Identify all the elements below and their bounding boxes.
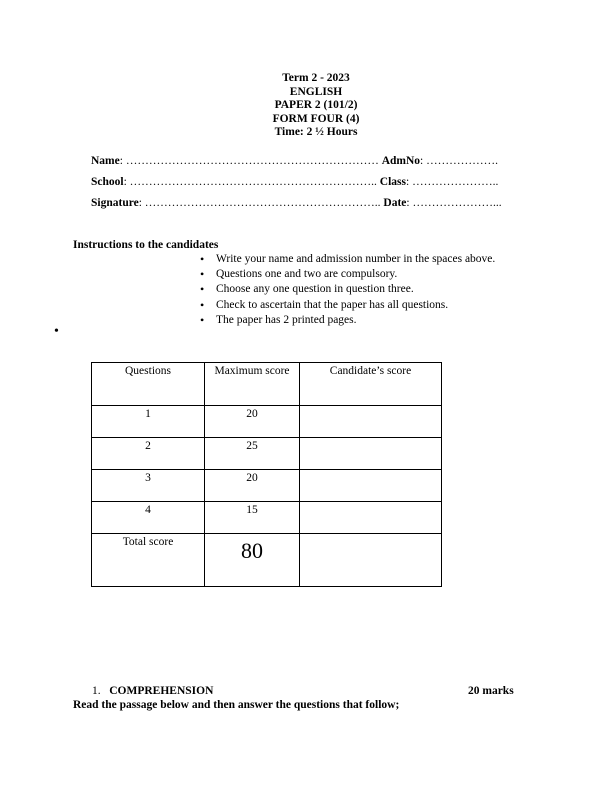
name-field[interactable]: : …………………………………………………………	[119, 155, 379, 167]
time-line: Time: 2 ½ Hours	[274, 126, 358, 139]
total-row	[92, 534, 442, 587]
section-number: 1.	[92, 685, 101, 697]
exam-header	[0, 72, 612, 140]
date-label: Date	[383, 197, 407, 209]
question-number: 3	[92, 470, 205, 502]
question-number: 1	[92, 406, 205, 438]
stray-bullet: •	[54, 324, 59, 339]
name-label: Name	[91, 155, 120, 167]
instruction-item: • Choose any one question in question three.	[200, 282, 495, 297]
signature-field[interactable]: : ……………………………………………………..	[138, 197, 381, 209]
max-score: 15	[205, 502, 300, 534]
school-label: School	[91, 176, 124, 188]
adm-label: AdmNo	[381, 155, 421, 167]
form-line: FORM FOUR (4)	[272, 112, 360, 125]
paper-line: PAPER 2 (101/2)	[274, 99, 358, 112]
subject-line: ENGLISH	[289, 85, 343, 98]
instructions-title: Instructions to the candidates	[73, 239, 219, 251]
signature-date-row	[91, 197, 502, 209]
max-score: 20	[205, 406, 300, 438]
term-line: Term 2 - 2023	[282, 72, 350, 84]
total-candidate-cell[interactable]	[300, 534, 442, 587]
max-score: 20	[205, 470, 300, 502]
adm-field[interactable]: : ……………….	[420, 155, 498, 167]
header-questions: Questions	[92, 363, 205, 406]
class-label: Class	[379, 176, 406, 188]
section-heading	[92, 685, 213, 697]
candidate-score-cell[interactable]	[300, 406, 442, 438]
section-marks: 20 marks	[468, 685, 514, 697]
section-lead: Read the passage below and then answer the questions that follow;	[73, 699, 400, 711]
total-label: Total score	[92, 534, 205, 587]
instructions-list	[200, 252, 495, 328]
total-max-cell	[205, 534, 300, 587]
school-field[interactable]: : ………………………………………………………..	[123, 176, 377, 188]
total-max-score: 80	[241, 538, 263, 563]
instruction-item: • The paper has 2 printed pages.	[200, 313, 495, 328]
school-class-row	[91, 176, 498, 188]
section-title: COMPREHENSION	[109, 685, 214, 697]
question-number: 4	[92, 502, 205, 534]
score-table	[91, 362, 442, 587]
header-maximum-score: Maximum score	[205, 363, 300, 406]
question-number: 2	[92, 438, 205, 470]
candidate-score-cell[interactable]	[300, 438, 442, 470]
date-field[interactable]: : …………………...	[406, 197, 502, 209]
signature-label: Signature	[91, 197, 139, 209]
candidate-score-cell[interactable]	[300, 502, 442, 534]
instruction-item: • Check to ascertain that the paper has all questions.	[200, 298, 495, 313]
class-field[interactable]: : …………………..	[406, 176, 499, 188]
max-score: 25	[205, 438, 300, 470]
name-adm-row	[91, 155, 498, 167]
candidate-score-cell[interactable]	[300, 470, 442, 502]
instruction-item: • Questions one and two are compulsory.	[200, 267, 495, 282]
table-row	[92, 470, 442, 502]
header-candidate-score: Candidate’s score	[300, 363, 442, 406]
instruction-item: • Write your name and admission number in the spaces above.	[200, 252, 495, 267]
table-row	[92, 438, 442, 470]
table-row	[92, 502, 442, 534]
table-header-row	[92, 363, 442, 406]
table-row	[92, 406, 442, 438]
